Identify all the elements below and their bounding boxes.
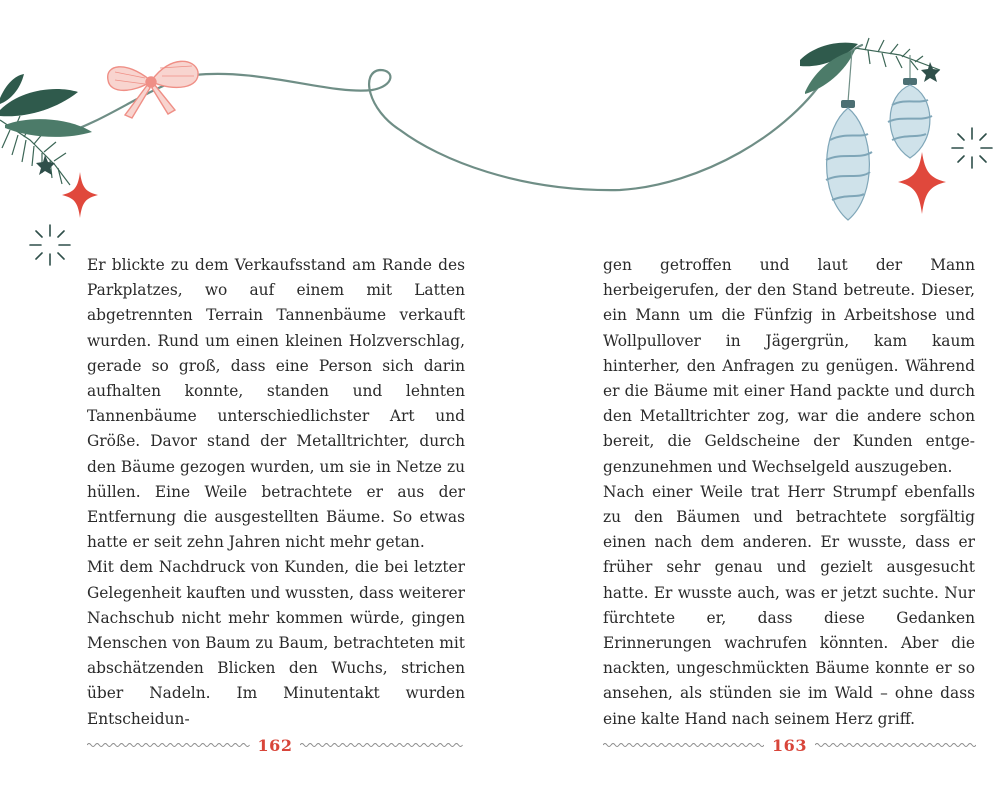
fir-branch-right [855,38,940,70]
red-sparkle-left [62,172,98,218]
paragraph: Mit dem Nachdruck von Kunden, die bei letzter Gelegenheit kauften und wussten, dass weiterer Nachschub nicht mehr kommen würde, gingen Menschen von Baum zu Baum, betrachteten mit abschätzenden Blicken den Wuchs, strichen über Nadeln. Im Minutentakt wurden Entscheidun- [87,558,466,728]
paragraph: gen getroffen und laut der Mann herbeigerufen, der den Stand betreute. Dieser, ein Mann um die Fünfzig in Arbeitshose und Wollpullover in Jägergrün, kam kaum hinterher, den Anfragen zu genügen. Während er die Bäume mit einer Hand packte und durch den Metalltrichter zog, war die andere schon bereit, die Geldscheine der Kunden entgegenzunehmen und Wechselgeld auszugeben. [603,256,975,476]
right-page-footer [603,733,976,757]
wavy-rule-icon [815,741,976,749]
wavy-rule-icon [603,741,764,749]
left-page-text [87,253,465,732]
leaf-left [0,74,92,137]
small-star-right [921,62,940,82]
page-number: 163 [772,735,807,755]
dark-sparkle-left [30,225,70,265]
wavy-rule-icon [87,741,250,749]
dark-sparkle-right [952,128,992,168]
red-sparkle-right [898,152,946,214]
small-star-left [36,155,55,175]
wavy-rule-icon [300,741,463,749]
page-number: 162 [257,735,293,755]
right-page-text [603,253,975,732]
left-page-footer [87,733,463,757]
paragraph: Nach einer Weile trat Herr Strumpf ebenfalls zu den Bäumen und betrachtete sorgfältig einen nach dem anderen. Er wusste, dass er früher sehr genau und gezielt ausgesucht hatte. Er wusste auch, was er jetzt suchte. Nur fürchtete er, dass diese Gedanken Erinnerungen wachrufen könnten. Aber die nackten, ungeschmückten Bäume konnte er so ansehen, als stünden sie im Wald – ohne dass eine kalte Hand nach seinem Herz griff. [603,482,975,728]
pink-bow [108,61,198,118]
paragraph: Er blickte zu dem Verkaufsstand am Rande des Parkplatzes, wo auf einem mit Latten abgetrennten Terrain Tannenbäume verkauft wurden. Rund um einen kleinen Holzverschlag, gerade so groß, dass eine Person sich darin aufhalten konnte, standen und lehnten Tannenbäume unterschiedlichster Art und Größe. Davor stand der Metalltrichter, durch den Bäume gezogen wurden, um sie in Netze zu hüllen. Eine Weile betrachtete er aus der Entfernung die ausgestellten Bäume. So etwas hatte er seit zehn Jahren nicht mehr getan. [87,256,465,552]
